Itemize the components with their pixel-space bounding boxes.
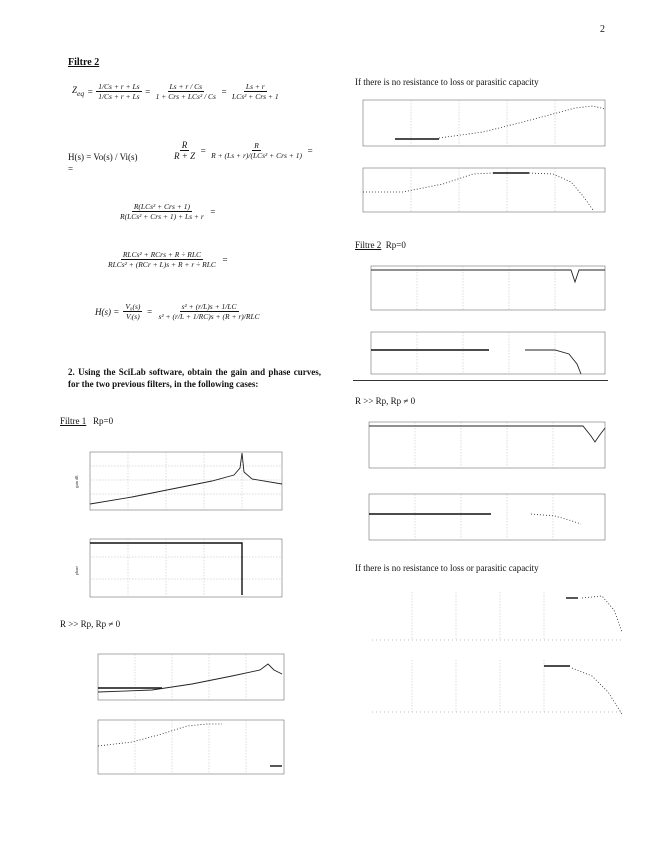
equation-3: $\frac{\text{R(LCs² + Crs + 1)}}{\text{R(LCs² + Crs + 1) + Ls + r}}$ = <box>120 202 216 221</box>
right-bottom-phase-plot <box>352 656 628 720</box>
section-2-text: 2. Using the SciLab software, obtain the gain and phase curves, for the two previous filters, in the following cases: <box>68 367 321 389</box>
left-case2-phase-plot <box>82 716 287 782</box>
filtre1-case: Filtre 1 Rp=0 <box>60 416 114 426</box>
h-frac-1: $\frac{R}{R + Z}$ <box>174 140 196 161</box>
zeq-symbol: $Z_{eq}$ <box>72 85 85 98</box>
page-number: 2 <box>600 24 605 35</box>
filtre2-heading: Filtre 2 <box>68 57 100 68</box>
right-case-2: R >> Rp, Rp ≠ 0 <box>355 396 416 406</box>
zeq-equation: $Z_{eq}$ = $\frac{1/Cs + r + Ls}{1/Cs + r + Ls}$ = $\frac{Ls + r / Cs}{\text{1 + Crs + LCs² / Cs}}$ = $\frac{Ls + r}{\text{LCs² + Crs + 1}}$ <box>72 82 279 101</box>
right-top-gain-plot <box>343 92 608 158</box>
zeq-frac-1: $\frac{1/Cs + r + Ls}{1/Cs + r + Ls}$ <box>98 82 140 101</box>
equation-5: H(s) = $\frac{\text{V₀(s)}}{\text{Vᵢ(s)}}$ = $\frac{\text{s² + (r/L)s + 1/LC}}{\text{s² + (r/L + 1/RC)s + (R + r)/RLC}}$ <box>95 302 260 321</box>
filtre1-phase-plot <box>72 535 287 613</box>
right-filtre2-phase-plot <box>355 328 608 380</box>
h-eq-sign: = <box>68 164 74 174</box>
h-definition: H(s) = Vo(s) / Vi(s) <box>68 152 138 162</box>
right-title-1: If there is no resistance to loss or parasitic capacity <box>355 77 539 87</box>
right-bottom-gain-plot <box>352 588 628 648</box>
left-case2-gain-plot <box>82 650 287 710</box>
right-top-phase-plot <box>343 162 608 222</box>
zeq-frac-2: $\frac{Ls + r / Cs}{\text{1 + Crs + LCs² / Cs}}$ <box>155 82 216 101</box>
h-frac-2: $\frac{R}{\text{R + (Ls + r)/(LCs² + Crs + 1)}}$ <box>211 141 302 160</box>
right-title-2: If there is no resistance to loss or parasitic capacity <box>355 563 539 573</box>
left-case-2: R >> Rp, Rp ≠ 0 <box>60 619 121 629</box>
equation-4: $\frac{\text{RLCs² + RCrs + R ÷ RLC}}{\text{RLCs² + (RCr + L)s + R + r ÷ RLC}}$ = <box>108 250 228 269</box>
filtre1-gain-plot <box>72 448 287 526</box>
right-filtre2-gain-plot <box>355 262 608 318</box>
svg-text:gain dB: gain dB <box>74 475 79 488</box>
h-equation: $\frac{R}{R + Z}$ = $\frac{R}{\text{R + (Ls + r)/(LCs² + Crs + 1)}}$ = <box>174 140 314 161</box>
right-case2-phase-plot <box>355 490 608 548</box>
svg-text:phase: phase <box>74 565 79 575</box>
zeq-frac-3: $\frac{Ls + r}{\text{LCs² + Crs + 1}}$ <box>232 82 279 101</box>
right-filtre2-case: Filtre 2 Rp=0 <box>355 240 406 250</box>
right-case2-gain-plot <box>355 416 608 478</box>
column-divider <box>353 380 608 381</box>
